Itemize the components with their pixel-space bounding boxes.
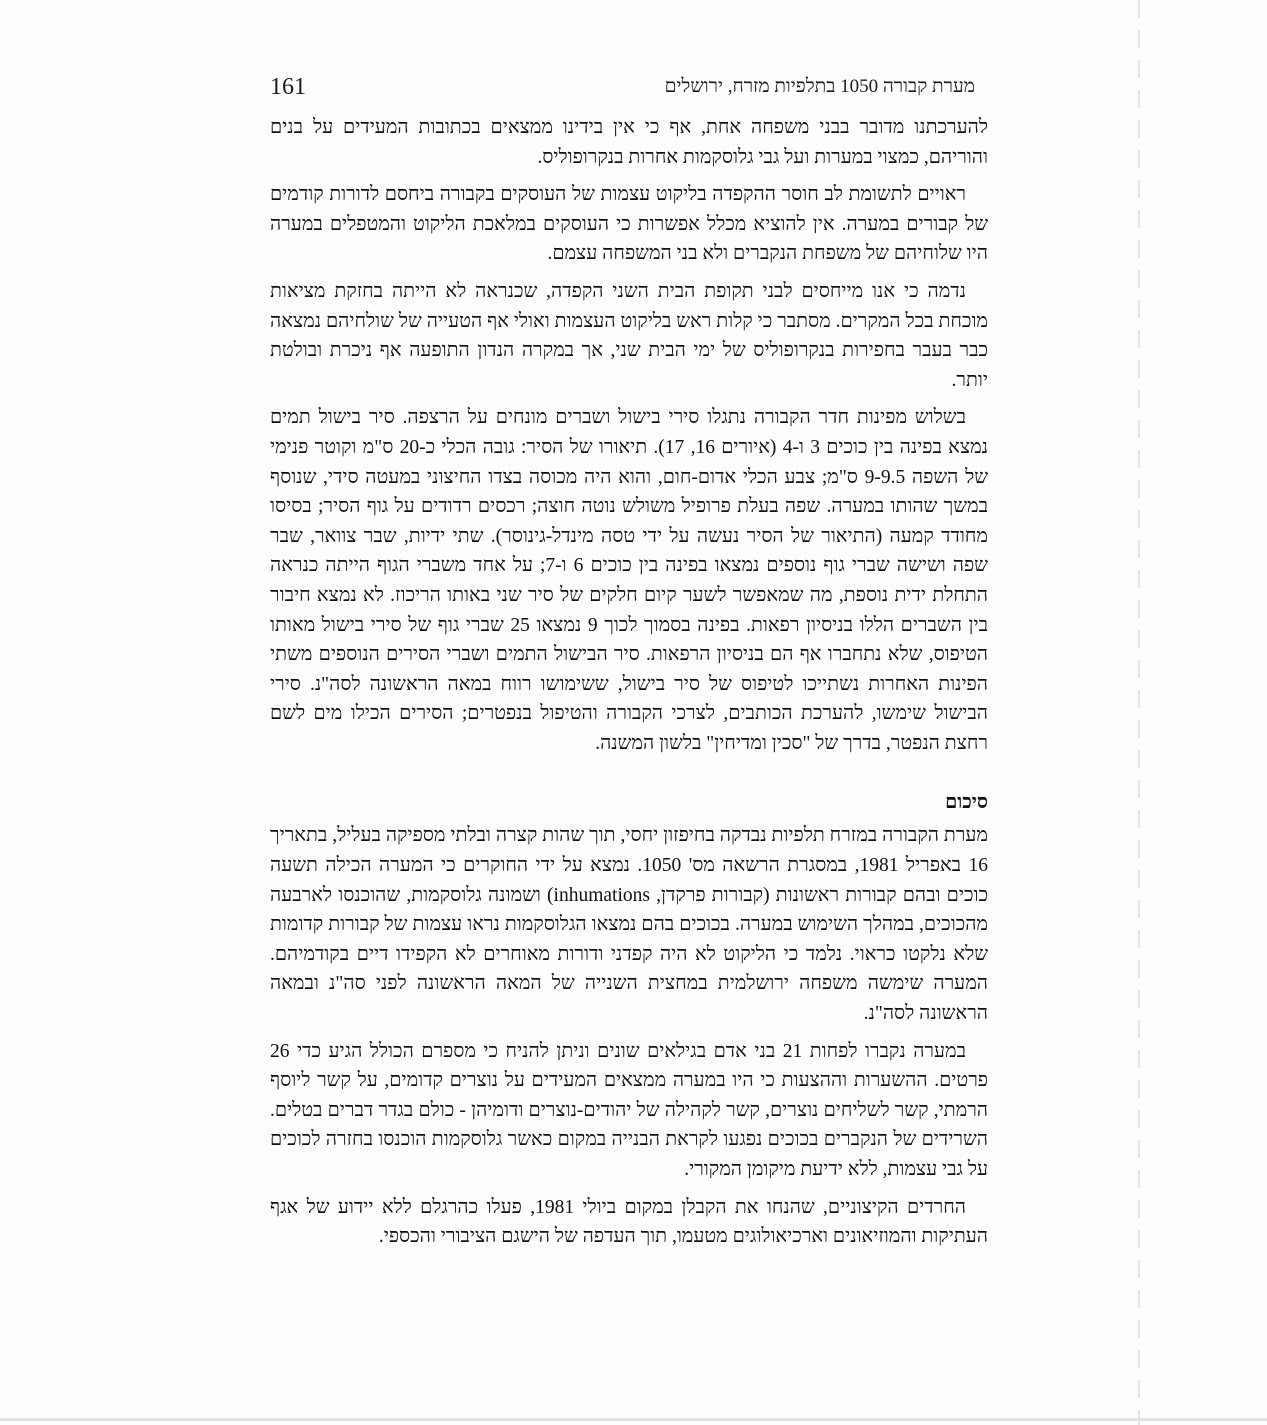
- paragraph: ראויים לתשומת לב חוסר ההקפדה בליקוט עצמות של העוסקים בקבורה ביחסם לדורות קודמים של קבורים במערה. אין להוציא מכלל אפשרות כי העוסקים במלאכת הליקוט והמטפלים במערה היו שלוחיהם של משפחת הנקברים ולא בני המשפחה עצמם.: [270, 184, 988, 265]
- paragraph: בשלוש מפינות חדר הקבורה נתגלו סירי בישול ושברים מונחים על הרצפה. סיר בישול תמים נמצא בפינה בין כוכים 3 ו-4 (איורים 16, 17). תיאורו של הסיר: גובה הכלי כ-20 ס"מ וקוטר פנימי של השפה 9-9.5 ס"מ; צבע הכלי אדום-חום, והוא היה מכוסה בצדו החיצוני במעטה סידי, שנוסף במשך שהותו במערה. שפה בעלת פרופיל משולש נוטה חוצה; רכסים רדודים על גוף הסיר; בסיסו מחודד קמעה (התיאור של הסיר נעשה על ידי טסה מינדל-גינוסר). שתי ידיות, שבר צוואר, שבר שפה ושישה שברי גוף נוספים נמצאו בפינה בין כוכים 6 ו-7; על אחד משברי הגוף הייתה כנראה התחלת ידית נוספת, מה שמאפשר לשער קיום חלקים של סיר שני באותו הריכוז. לא נמצא חיבור בין השברים הללו בניסיון רפאות. בפינה בסמוך לכוך 9 נמצאו 25 שברי גוף של סירי בישול מאותו הטיפוס, שלא נתחברו אף הם בניסיון הרפאות. סיר הבישול התמים ושברי הסירים הנוספים משתי הפינות האחרות נשתייכו לטיפוס של סיר בישול, ששימושו רווח במאה הראשונה לסה"נ. סירי הבישול שימשו, להערכת הכותבים, לצרכי הקבורה והטיפול בנפטרים; הסירים הכילו מים לשם רחצת הנפטר, בדרך של "סכין ומדיחין" בלשון המשנה.: [270, 407, 989, 754]
- paragraph: במערה נקברו לפחות 21 בני אדם בגילאים שונים וניתן להניח כי מספרם הכולל הגיע כדי 26 פרטים. ההשערות וההצעות כי היו במערה ממצאים המעידים על נוצרים קדומים, על קשר ליוסף הרמתי, קשר לשליחים נוצרים, קשר לקהילה של יהודים-נוצרים ודומיהן - כולם בגדר דברים בטלים. השרידים של הנקברים בכוכים נפגעו לקראת הבנייה במקום כאשר גלוסקמות הוכנסו בחזרה לכוכים על גבי עצמות, ללא ידיעת מיקומן המקורי.: [270, 1040, 988, 1180]
- paragraph: החרדים הקיצוניים, שהנחו את הקבלן במקום ביולי 1981, פעלו כהרגלם ללא יידוע של אגף העתיקות והמוזיאונים וארכיאולוגים מטעמו, תוך העדפה של הישגם הציבורי והכספי.: [270, 1196, 988, 1248]
- scan-edge: [1138, 0, 1140, 1425]
- body-text: [270, 113, 988, 1260]
- paragraph: נדמה כי אנו מייחסים לבני תקופת הבית השני הקפדה, שכנראה לא הייתה בחזקת מציאות מוכחת בכל המקרים. מסתבר כי קלות ראש בליקוט העצמות ואולי אף הטעייה של שולחיהם נמצאה כבר בעבר בחפירות בנקרופוליס של ימי הבית שני, אך במקרה הנדון התופעה אף ניכרת ובולטת יותר.: [270, 280, 988, 391]
- section-heading: סיכום: [945, 792, 988, 814]
- paragraph: מערת הקבורה במזרח תלפיות נבדקה בחיפזון יחסי, תוך שהות קצרה ובלתי מספיקה בעליל, בתאריך 16 באפריל 1981, במסגרת הרשאה מס' 1050. נמצא על ידי החוקרים כי המערה הכילה תשעה כוכים ובהם קבורות ראשונות (קבורות פרקדן, inhumations) ושמונה גלוסקמות, שהוכנסו לארבעה מהכוכים, במהלך השימוש במערה. בכוכים בהם נמצאו הגלוסקמות נראו עצמות של קבורות קדומות שלא נלקטו כראוי. נלמד כי הליקוט לא היה קפדני ודורות מאוחרים לא הקפידו דיים בקודמיהם. המערה שימשה משפחה ירושלמית במחצית השנייה של המאה הראשונה לפני סה"נ ובמאה הראשונה לסה"נ.: [270, 825, 988, 1025]
- paragraph: להערכתנו מדובר בבני משפחה אחת, אף כי אין בידינו ממצאים בכתובות המעידים על בנים והוריהם, כמצוי במערות ועל גבי גלוסקמות אחרות בנקרופוליס.: [270, 117, 988, 168]
- scan-edge-bottom: [0, 1418, 1267, 1421]
- page-number: 161: [270, 74, 306, 100]
- running-header: מערת קבורה 1050 בתלפיות מזרח, ירושלים: [664, 76, 975, 97]
